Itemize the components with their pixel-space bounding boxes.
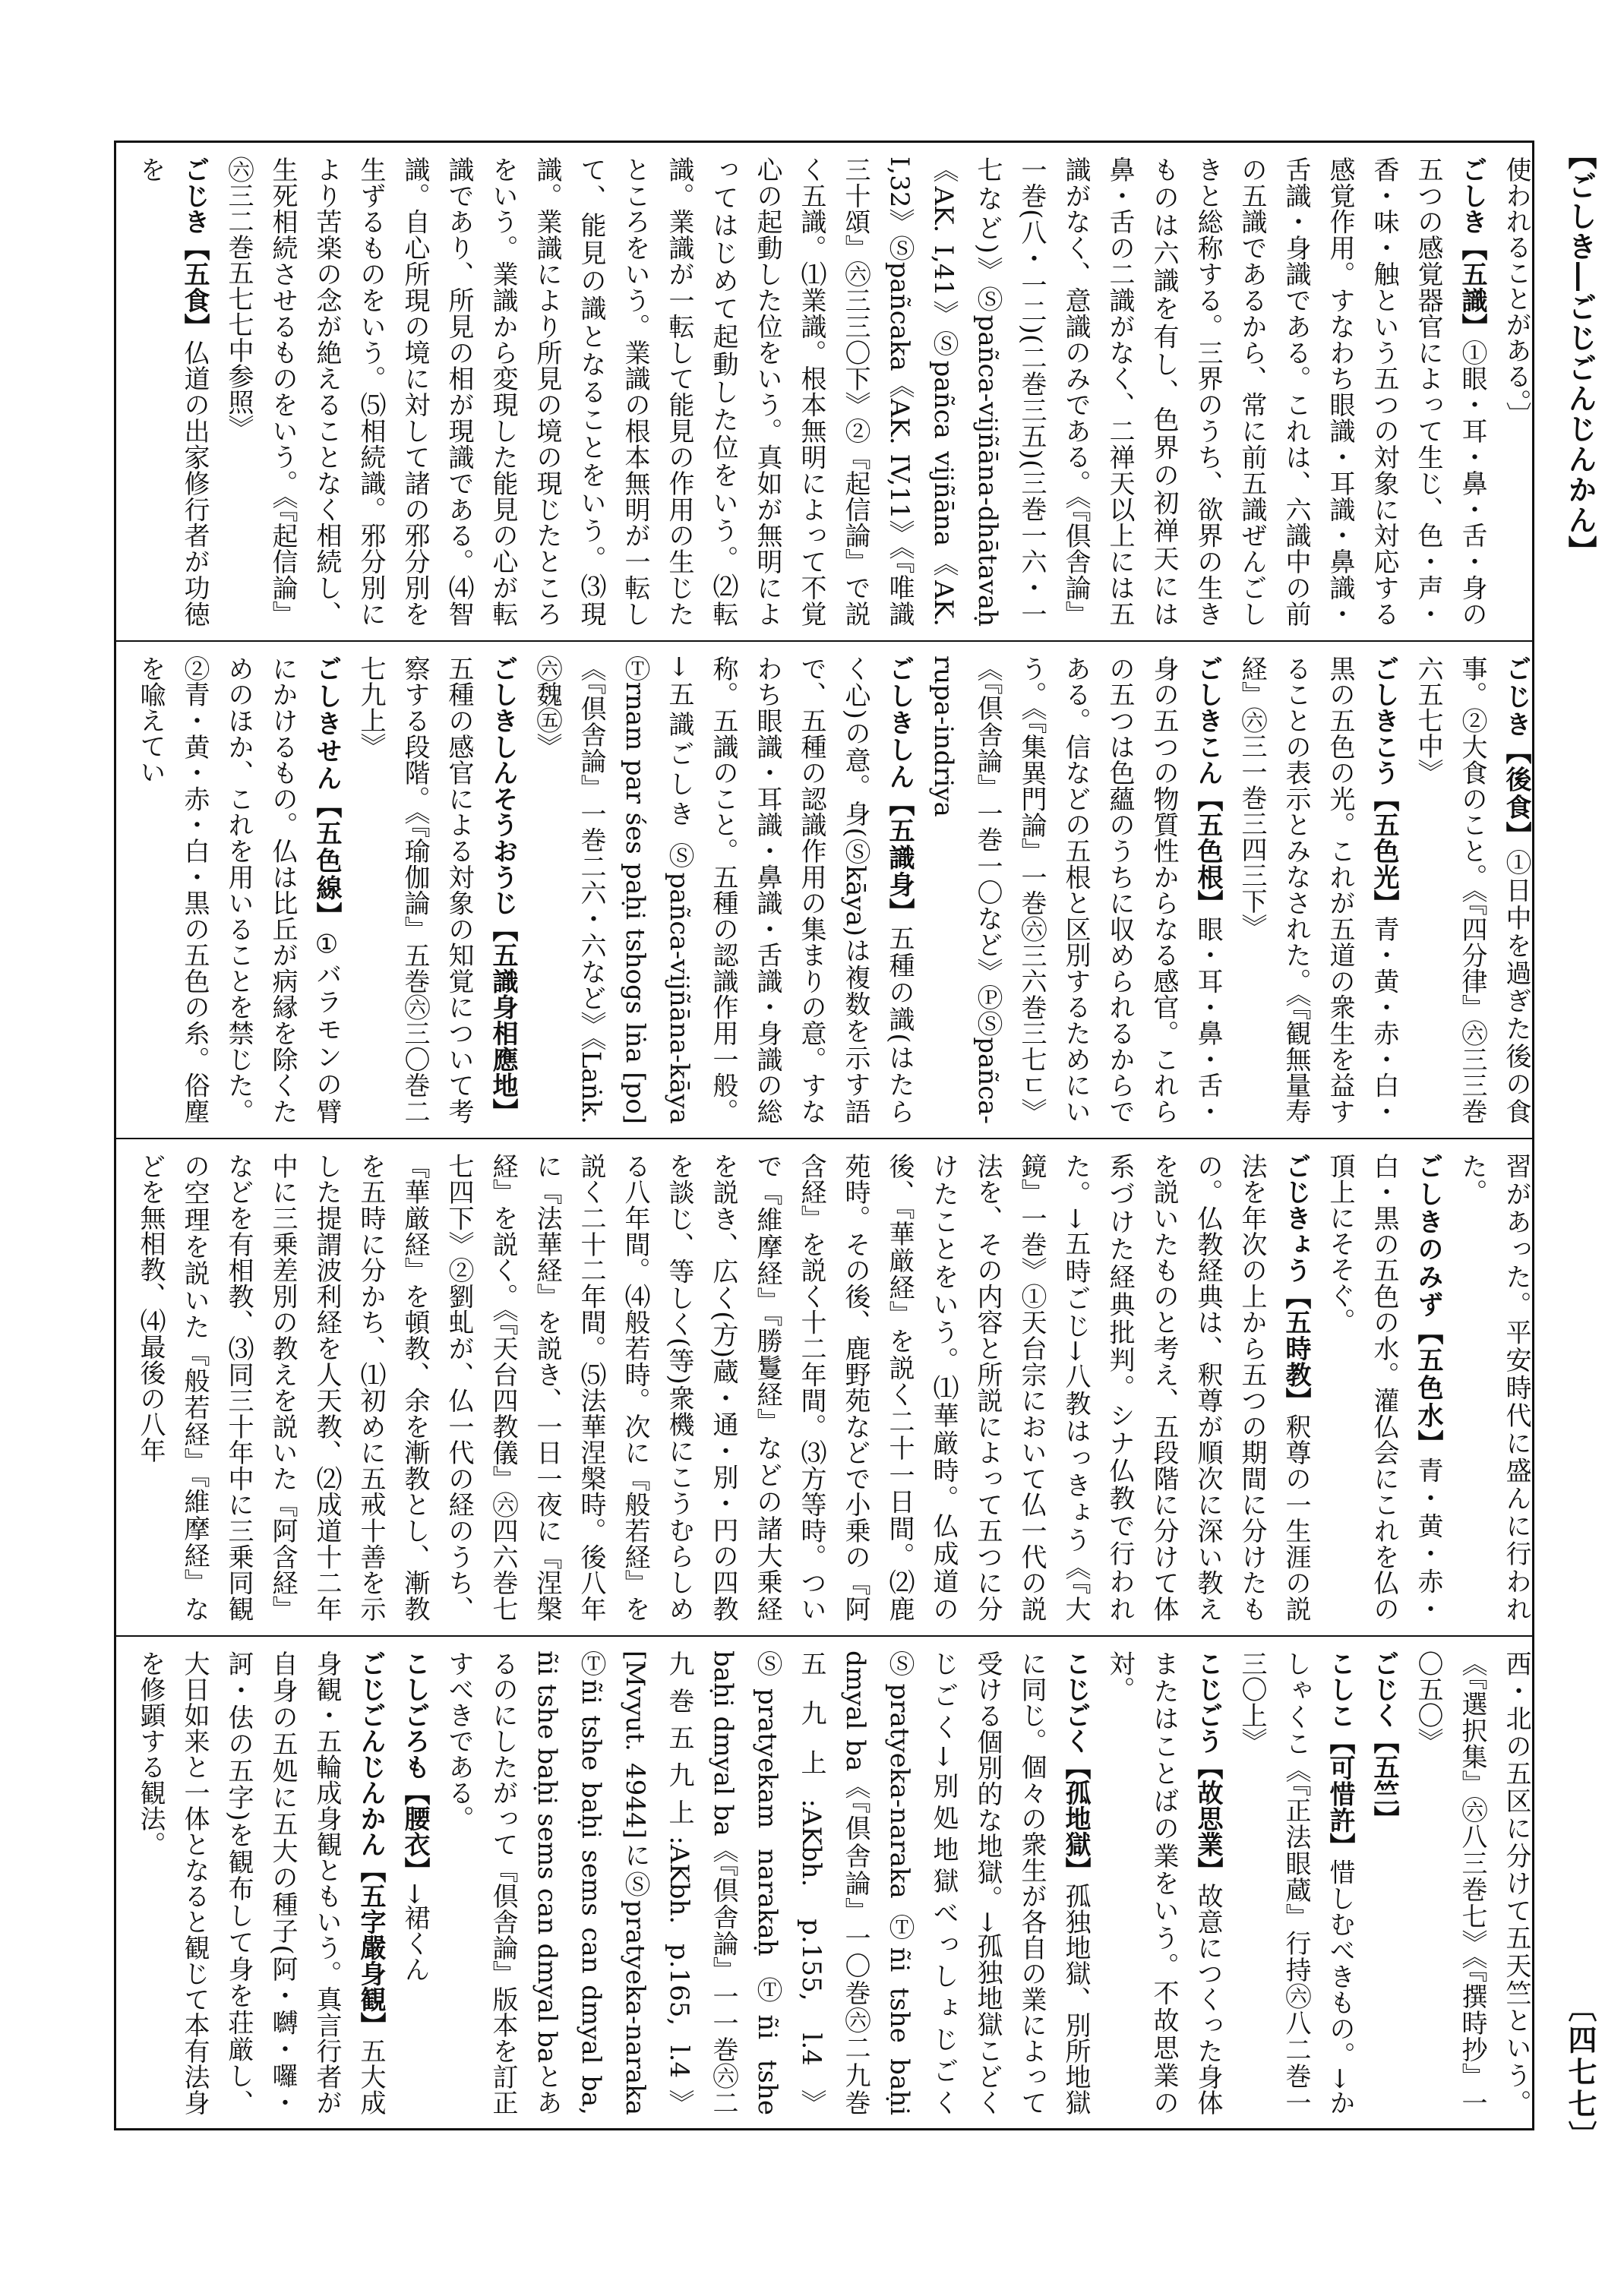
tier-text <box>128 156 1532 627</box>
tier-upper-middle <box>116 640 1532 1138</box>
entry-text: 使われることがある。〕 <box>1501 156 1531 428</box>
entry-text: →裙くん <box>400 1883 430 1982</box>
dictionary-entry <box>216 156 1494 627</box>
entry-text: ①日中を過ぎた後の食事。②大食のこと。《『四分律』㊅三三巻六五七中》 <box>1413 655 1531 1124</box>
dictionary-entry <box>128 655 349 1124</box>
entry-text: ①バラモンの臂にかけるもの。仏は比丘が病縁を除くためのほか、これを用いることを禁じた。②青・黄・赤・白・黒の五色の糸。俗塵を喩えてい <box>135 655 342 1124</box>
dictionary-entry <box>525 655 921 1124</box>
entry-text: 五大成身観・五輪成身観ともいう。真言行者が自身の五処に五大の種子(阿・嚩・囉・訶・佉の五字)を観布して身を荘厳し、大日如来と一体となると観じて本有法身を修顕する観法。 <box>135 1650 386 2115</box>
dictionary-entry <box>921 655 1230 1124</box>
tier-upper <box>116 143 1532 640</box>
entry-text: 五種の感官による対象の知覚について考察する段階。《『瑜伽論』五巻㊅三〇巻二七九上》 <box>355 655 474 1124</box>
entry-headword: こしごろも【腰衣】 <box>400 1650 430 1883</box>
entry-headword: ごしきのみず【五色水】 <box>1413 1153 1443 1458</box>
dictionary-entry <box>1406 655 1532 1124</box>
entry-text: 仏道の出家修行者が功徳を <box>135 156 210 627</box>
dictionary-entry <box>393 1650 437 2115</box>
entry-text: 五種の識(はたらく心)の意。身(Ⓢkāya)は複数を示す語で、五種の認識作用の集まりの意。すなわち眼識・耳識・鼻識・舌識・身識の総称。五識のこと。五種の認識作用一般。→五識ごしき Ⓢpañca-vijñāna-kāya Ⓣrnam par śes paḥi tshogs lṅa [po]《『倶舎論』一巻二六・六など》《Laṅk. ㊅魏㊄》 <box>532 655 915 1124</box>
entry-headword: ごしきしんそうおうじ【五識身相應地】 <box>488 655 518 1124</box>
dictionary-entry <box>1230 655 1406 1124</box>
page-header: 【ごしき―ごじごんじんかん】 <box>1563 141 1597 566</box>
entry-headword: こしこ【可惜許】 <box>1325 1650 1355 1859</box>
dictionary-entry <box>1098 1650 1230 2115</box>
entry-text: 西・北の五区に分けて五天竺という。《『選択集』㊅八三巻七》《『撰時抄』一〇五〇》 <box>1413 1650 1531 2115</box>
entry-headword: ごしきせん【五色線】 <box>311 655 342 930</box>
dictionary-entry <box>1450 1153 1532 1622</box>
entry-text: 眼・耳・鼻・舌・身の五つの物質性からなる感官。これらの五つは色蘊のうちに収められるからである。信などの五根と区別するためにいう。《『集異門論』一巻㊅三六巻三七ㄷ》《『倶舎論』一巻一〇など》ⓅⓈpañca-rupa-indriya <box>928 655 1223 1124</box>
entry-text: 故意につくった身体またはことばの業をいう。不故思業の対。 <box>1104 1650 1223 2115</box>
entry-text: 釈尊の一生涯の説法を年次の上から五つの期間に分けたもの。仏教経典は、釈尊が順次に深い教えを説いたものと考え、五段階に分けて体系づけた経典批判。シナ仏教で行われた。→五時ごじ→八教はっきょう《『大鏡』一巻》①天台宗において仏一代の説法を、その内容と所説によって五つに分けたことをいう。⑴華厳時。仏成道の後、『華厳経』を説く二十一日間。⑵鹿苑時。その後、鹿野苑などで小乗の『阿含経』を説く十二年間。⑶方等時。ついで『維摩経』『勝鬘経』などの諸大乗経を説き、広く(方)蔵・通・別・円の四教を談じ、等しく(等)衆機にこうむらしめる八年間。⑷般若時。次に『般若経』を説く二十二年間。⑸法華涅槃時。後八年に『法華経』を説き、一日一夜に『涅槃経』を説く。《『天台四教儀』㊅四六巻七七四下》②劉虬が、仏一代の経のうち、『華厳経』を頓教、余を漸教とし、漸教を五時に分かち、⑴初めに五戒十善を示した提謂波利経を人天教、⑵成道十二年中に三乗差別の教えを説いた『阿含経』などを有相教、⑶同三十年中に三乗同観の空理を説いた『般若経』『維摩経』などを無相教、⑷最後の八年 <box>135 1153 1311 1622</box>
dictionary-entry <box>437 1650 1098 2115</box>
entry-headword: ごじきょう【五時教】 <box>1281 1153 1311 1413</box>
entry-headword: ごしきこん【五色根】 <box>1193 655 1223 916</box>
tier-lower-middle <box>116 1138 1532 1635</box>
dictionary-entry <box>1318 1153 1450 1622</box>
entry-headword: ごしき【五識】 <box>1457 156 1487 340</box>
entry-text: 孤独地獄、別所地獄に同じ。個々の衆生が各自の業によって受ける個別的な地獄。→孤独地獄こどくじごく→別処地獄べっしょじごく Ⓢpratyeka-naraka Ⓣñi tshe baḥi dmyal ba《『倶舎論』一〇巻㊅二九巻五九上:AKbh. p.155, l.4》Ⓢpratyekam narakaḥ Ⓣñi tshe baḥi dmyal ba《『倶舎論』一一巻㊅二九巻五九上:AKbh. p.165, l.4》[Mvyut. 4944]にⓈpratyeka-naraka Ⓣñi tshe baḥi sems can dmyal ba, ñi tshe baḥi sems can dmyal baとあるのにしたがって『倶舎論』版本を訂正すべきである。 <box>444 1650 1091 2115</box>
tier-lower <box>116 1635 1532 2129</box>
entry-headword: ごじき【五食】 <box>179 156 210 340</box>
page-number: 〔四七七〕 <box>1563 1993 1597 2152</box>
entry-text: 習があった。平安時代に盛んに行われた。 <box>1457 1153 1531 1622</box>
dictionary-entry <box>128 1650 393 2115</box>
entry-headword: こじごく【孤地獄】 <box>1060 1650 1091 1883</box>
entry-headword: ごじき【後食】 <box>1501 655 1531 850</box>
dictionary-entry <box>128 1153 1318 1622</box>
tier-text <box>128 655 1532 1124</box>
dictionary-entry <box>1362 1650 1406 2115</box>
dictionary-frame <box>114 141 1534 2130</box>
dictionary-entry <box>128 156 216 627</box>
entry-headword: ごじく【五竺】 <box>1369 1650 1399 1831</box>
tier-text <box>128 1153 1532 1622</box>
entry-headword: ごしきしん【五識身】 <box>884 655 915 926</box>
entry-text: 惜しむべきもの。→かしゃくこ《『正法眼蔵』行持㊅八二巻一三〇上》 <box>1237 1650 1355 2115</box>
entry-text: 青・黄・赤・白・黒の五色の光。これが五道の衆生を益することの表示とみなされた。《『観無量寿経』㊅三一巻三四三下》 <box>1237 655 1399 1124</box>
dictionary-entry <box>1494 156 1532 627</box>
tier-text <box>128 1650 1532 2115</box>
dictionary-entry <box>349 655 525 1124</box>
entry-headword: こじごう【故思業】 <box>1193 1650 1223 1883</box>
dictionary-entry <box>1406 1650 1532 2115</box>
entry-text: 青・黄・赤・白・黒の五色の水。灌仏会にこれを仏の頂上にそそぐ。 <box>1325 1153 1443 1622</box>
entry-text: ①眼・耳・鼻・舌・身の五つの感覚器官によって生じ、色・声・香・味・触という五つの対象に対応する感覚作用。すなわち眼識・耳識・鼻識・舌識・身識である。これは、六識中の前の五識であるから、常に前五識ぜんごしきと総称する。三界のうち、欲界の生きものは六識を有し、色界の初禅天には鼻・舌の二識がなく、二禅天以上には五識がなく、意識のみである。《『倶舎論』一巻(八・一二)(二巻三五)(三巻一六・一七など)》Ⓢpañca-vijñāna-dhātavaḥ《AK. I,41》Ⓢpañca vijñāna《AK. I,32》Ⓢpañcaka《AK. IV,11》《『唯識三十頌』㊅三三〇下》②『起信論』で説く五識。⑴業識。根本無明によって不覚心の起動した位をいう。真如が無明によってはじめて起動した位をいう。⑵転識。業識が一転して能見の作用の生じたところをいう。業識の根本無明が一転して、能見の識となることをいう。⑶現識。業識により所見の境の現じたところをいう。業識から変現した能見の心が転識であり、所見の相が現識である。⑷智識。自心所現の境に対して諸の邪分別を生ずるものをいう。⑸相続識。邪分別により苦楽の念が絶えることなく相続し、生死相続させるものをいう。《『起信論』㊅三二巻五七七中参照》 <box>223 156 1487 627</box>
entry-headword: ごしきこう【五色光】 <box>1369 655 1399 916</box>
dictionary-entry <box>1230 1650 1362 2115</box>
entry-headword: ごじごんじんかん【五字嚴身観】 <box>355 1650 386 2038</box>
